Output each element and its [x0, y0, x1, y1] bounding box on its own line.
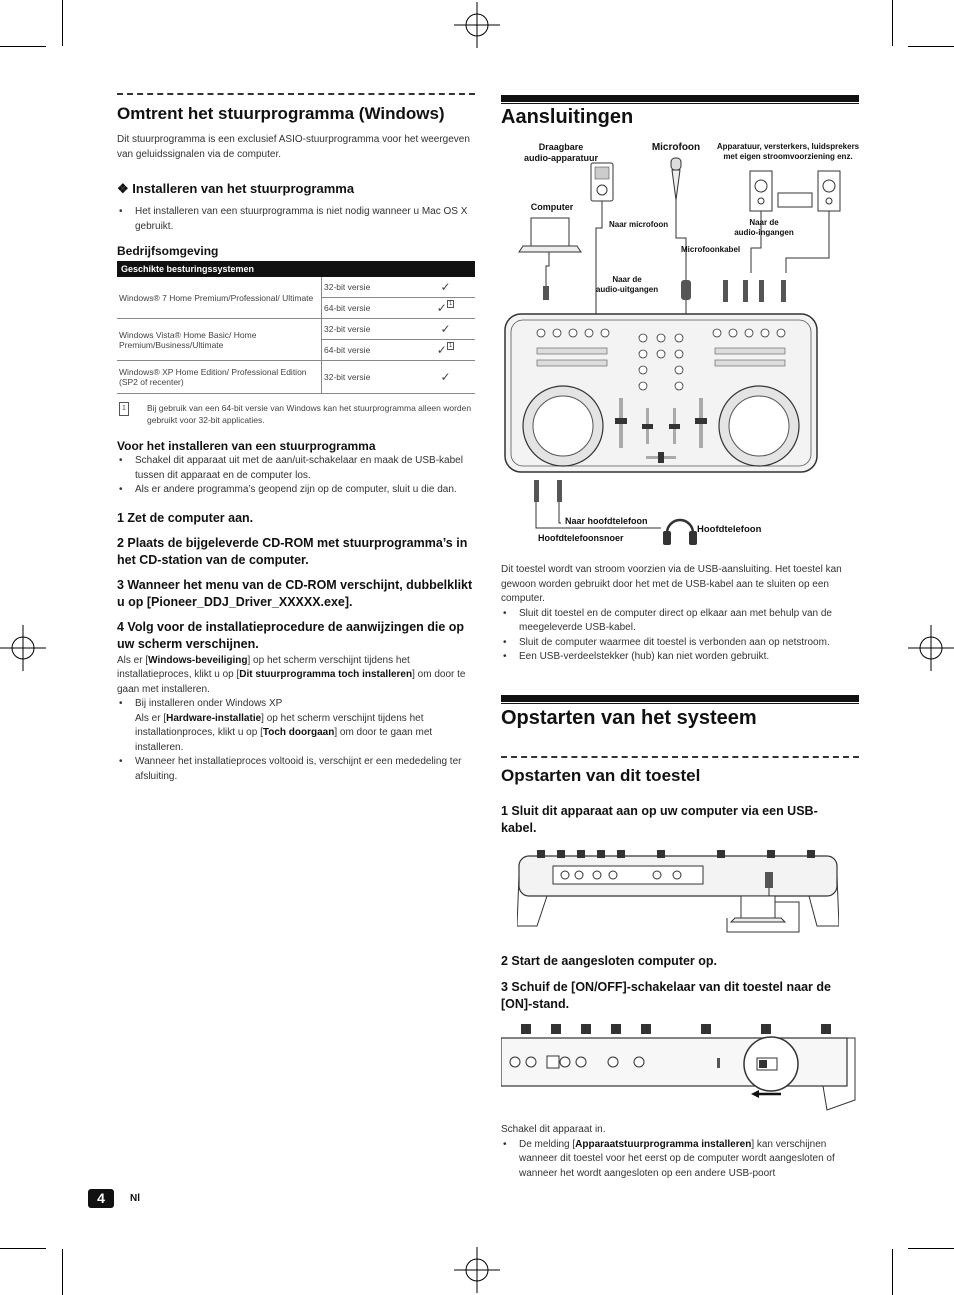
- label-to-outputs: Naar de audio-uitgangen: [595, 275, 659, 294]
- bit-version: 64-bit versie: [322, 298, 417, 319]
- text: ] om door te gaan met installeren.: [117, 669, 466, 695]
- text: Bij installeren onder Windows XP: [135, 698, 283, 709]
- step-1: 1 Zet de computer aan.: [117, 510, 254, 525]
- registration-mark-icon: [0, 625, 46, 671]
- step-3: 3 Wanneer het menu van de CD-ROM verschijnt, dubbelklikt u op [Pioneer_DDJ_Driver_XXXXX.exe].: [117, 577, 473, 609]
- usb-para: Dit toestel wordt van stroom voorzien via de USB-aansluiting. Het toestel kan gewoon worden gebruikt door het met de USB-kabel aan te sluiten op een computer.: [501, 564, 842, 604]
- table-row: [117, 361, 475, 394]
- list-item: • Wanneer het installatieproces voltooid is, verschijnt er een mededeling ter afsluiting.: [117, 755, 475, 784]
- step-4-text: [117, 654, 475, 698]
- check-icon: ✓: [416, 361, 475, 394]
- bit-version: 64-bit versie: [322, 340, 417, 361]
- step-2: 2 Plaats de bijgeleverde CD-ROM met stuurprogramma’s in het CD-station van de computer.: [117, 535, 468, 567]
- page-number: 4: [88, 1189, 114, 1208]
- os-name: Windows Vista® Home Basic/ Home Premium/Business/Ultimate: [117, 319, 322, 361]
- check-icon: ✓: [416, 319, 475, 340]
- text: Als er [: [117, 654, 149, 666]
- text: ] om door te gaan met installeren.: [135, 727, 433, 753]
- env-heading: Bedrijfsomgeving: [117, 244, 219, 258]
- usb-power-block: [501, 563, 859, 665]
- crop-mark: [62, 1249, 63, 1295]
- footnote: [117, 402, 475, 426]
- label-amps: Apparatuur, versterkers, luidsprekers met eigen stroomvoorziening enz.: [716, 142, 860, 161]
- startup-step-3: 3 Schuif de [ON/OFF]-schakelaar van dit toestel naar de [ON]-stand.: [501, 980, 831, 1011]
- install-bullets: [117, 205, 475, 234]
- table-row: [117, 277, 475, 298]
- switch-on-para: Schakel dit apparaat in.: [501, 1124, 606, 1135]
- bit-version: 32-bit versie: [322, 277, 417, 298]
- footnote-num: 1: [119, 402, 129, 416]
- footnote-ref: 1: [448, 301, 453, 307]
- switch-on-block: [501, 1123, 859, 1181]
- section-rule-thick: [501, 695, 859, 704]
- table-row: [117, 319, 475, 340]
- list-item: [117, 697, 475, 755]
- ui-term: Dit stuurprogramma toch installeren: [239, 669, 413, 680]
- label-to-inputs: Naar de audio-ingangen: [734, 218, 794, 237]
- label-to-mic: Naar microfoon: [609, 220, 669, 229]
- label-headphone-cable: Hoofdtelefoonsnoer: [538, 533, 624, 543]
- label-headphones: Hoofdtelefoon: [697, 524, 762, 535]
- startup-step-1: 1 Sluit dit apparaat aan op uw computer via een USB-kabel.: [501, 804, 818, 835]
- connection-diagram: [501, 138, 859, 558]
- rear-panel-diagram-usb: [517, 846, 839, 936]
- list-item: • Schakel dit apparaat uit met de aan/uit-schakelaar en maak de USB-kabel tussen dit apparaat en de computer los.: [117, 454, 475, 483]
- ui-term: Windows-beveiliging: [148, 654, 248, 666]
- text: ] kan verschijnen wanneer dit toestel voor het eerst op de computer wordt aangesloten of wanneer het wordt aangesloten op een andere USB-poort: [519, 1138, 835, 1179]
- os-name: Windows® XP Home Edition/ Professional Edition (SP2 of recenter): [117, 361, 322, 394]
- check-icon: ✓: [416, 277, 475, 298]
- label-portable-audio: Draagbare audio-apparatuur: [523, 142, 598, 163]
- footnote-ref: 1: [448, 343, 453, 349]
- text: Als er [: [135, 712, 167, 724]
- usb-bullets: [501, 607, 859, 665]
- section-title-connections: Aansluitingen: [501, 106, 634, 128]
- label-microphone: Microfoon: [651, 142, 701, 153]
- crop-mark: [908, 46, 954, 47]
- rear-panel-diagram-switch: [501, 1020, 857, 1114]
- crop-mark: [0, 46, 46, 47]
- check-icon: ✓: [436, 301, 447, 315]
- ui-term: Toch doorgaan: [262, 727, 335, 738]
- step-4: 4 Volg voor de installatieprocedure de aanwijzingen die op uw scherm verschijnen.: [117, 619, 465, 651]
- driver-intro: Dit stuurprogramma is een exclusief ASIO-stuurprogramma voor het weergeven van geluidssignalen via de computer.: [117, 134, 470, 160]
- ui-term: Hardware-installatie: [166, 712, 262, 724]
- crop-mark: [0, 1248, 46, 1249]
- text: ] op het scherm verschijnt tijdens het installatieproces, klikt u op [: [117, 654, 410, 680]
- label-computer: Computer: [530, 202, 574, 212]
- label-mic-cable: Microfoonkabel: [681, 245, 741, 254]
- bit-version: 32-bit versie: [322, 361, 417, 394]
- section-title-startup: Opstarten van het systeem: [501, 707, 757, 729]
- switch-on-bullets: [501, 1138, 859, 1182]
- subsection-title-startup: Opstarten van dit toestel: [501, 766, 701, 785]
- list-item: • Een USB-verdeelstekker (hub) kan niet worden gebruikt.: [501, 650, 859, 665]
- registration-mark-icon: [454, 1247, 500, 1293]
- list-item: • Sluit de computer waarmee dit toestel is verbonden aan op netstroom.: [501, 636, 859, 651]
- list-item: • Het installeren van een stuurprogramma is niet nodig wanneer u Mac OS X gebruikt.: [117, 205, 475, 234]
- os-name: Windows® 7 Home Premium/Professional/ Ultimate: [117, 277, 322, 319]
- crop-mark: [892, 0, 893, 46]
- os-table: [117, 261, 475, 394]
- crop-mark: [62, 0, 63, 46]
- text: De melding [: [519, 1138, 576, 1150]
- language-code: Nl: [130, 1193, 140, 1204]
- section-rule: [117, 93, 475, 95]
- before-heading: Voor het installeren van een stuurprogramma: [117, 439, 376, 453]
- section-rule: [501, 756, 859, 758]
- bit-version: 32-bit versie: [322, 319, 417, 340]
- label-to-headphones: Naar hoofdtelefoon: [565, 516, 648, 526]
- diagram-drawing: [501, 138, 859, 558]
- ui-term: Apparaatstuurprogramma installeren: [575, 1138, 752, 1150]
- list-item: • Sluit dit toestel en de computer direct op elkaar aan met behulp van de meegeleverde USB-kabel.: [501, 607, 859, 636]
- crop-mark: [892, 1249, 893, 1295]
- section-rule-thick: [501, 95, 859, 104]
- install-heading: ❖ Installeren van het stuurprogramma: [117, 181, 355, 196]
- section-title-driver: Omtrent het stuurprogramma (Windows): [117, 104, 445, 123]
- check-icon: ✓: [436, 343, 447, 357]
- registration-mark-icon: [908, 625, 954, 671]
- startup-step-2: 2 Start de aangesloten computer op.: [501, 954, 718, 968]
- text: ] op het scherm verschijnt tijdens het installationproces, klikt u op [: [135, 712, 424, 738]
- list-item: [501, 1138, 859, 1182]
- os-table-header: Geschikte besturingssystemen: [117, 261, 475, 277]
- footnote-text: Bij gebruik van een 64-bit versie van Windows kan het stuurprogramma alleen worden gebruikt voor 32-bit applicaties.: [147, 403, 472, 425]
- crop-mark: [908, 1248, 954, 1249]
- registration-mark-icon: [454, 2, 500, 48]
- left-column: [117, 93, 475, 784]
- step-4-bullets: [117, 697, 475, 784]
- list-item: • Als er andere programma’s geopend zijn op de computer, sluit u die dan.: [117, 483, 475, 498]
- before-bullets: [117, 454, 475, 498]
